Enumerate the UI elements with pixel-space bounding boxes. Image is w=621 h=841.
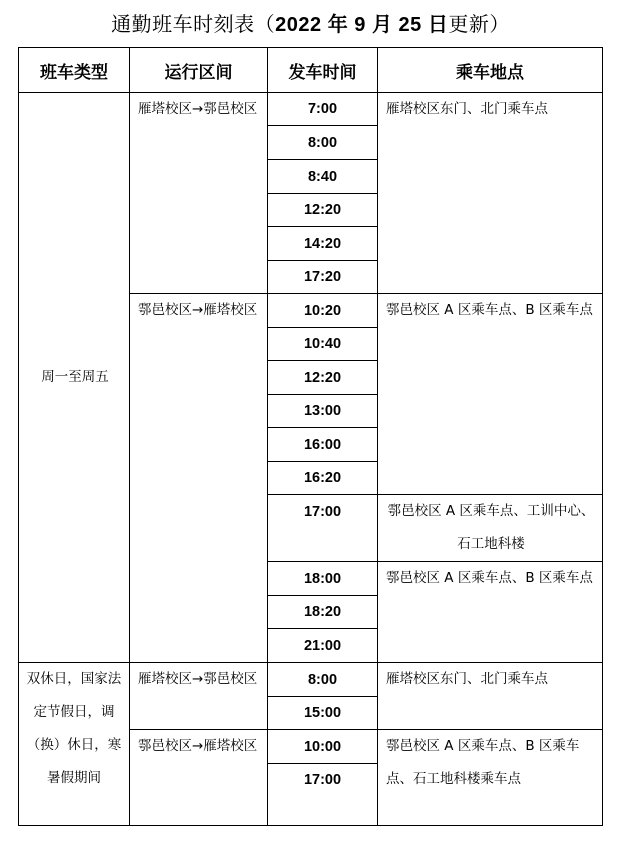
place-cell: 鄠邑校区 A 区乘车点、工训中心、石工地科楼 (378, 495, 603, 562)
time-cell: 7:00 (268, 93, 378, 126)
time-cell: 16:20 (268, 462, 378, 495)
time-cell: 15:00 (268, 697, 378, 730)
time-cell: 17:00 (268, 764, 378, 826)
time-cell: 13:00 (268, 395, 378, 428)
type-cell: 双休日，国家法定节假日，调（换）休日，寒暑假期间 (19, 663, 130, 826)
time-cell: 12:20 (268, 194, 378, 227)
time-cell: 18:00 (268, 562, 378, 596)
place-cell: 鄠邑校区 A 区乘车点、B 区乘车点 (378, 294, 603, 495)
route-cell: 鄠邑校区→雁塔校区 (130, 730, 268, 826)
header-type: 班车类型 (19, 48, 130, 93)
time-cell: 10:20 (268, 294, 378, 328)
route-cell: 雁塔校区→鄠邑校区 (130, 663, 268, 730)
time-cell: 18:20 (268, 596, 378, 629)
time-cell: 16:00 (268, 428, 378, 462)
route-cell: 雁塔校区→鄠邑校区 (130, 93, 268, 294)
time-cell: 12:20 (268, 361, 378, 395)
time-cell: 8:00 (268, 126, 378, 160)
time-cell: 8:00 (268, 663, 378, 697)
time-cell: 17:00 (268, 495, 378, 562)
header-row (19, 48, 603, 93)
time-cell: 17:20 (268, 261, 378, 294)
schedule-table (18, 47, 603, 826)
place-cell: 雁塔校区东门、北门乘车点 (378, 93, 603, 294)
time-cell: 10:00 (268, 730, 378, 764)
table-row (19, 93, 603, 126)
route-cell: 鄠邑校区→雁塔校区 (130, 294, 268, 663)
type-cell: 周一至周五 (19, 93, 130, 663)
page-title: 通勤班车时刻表（2022 年 9 月 25 日更新） (111, 12, 510, 36)
header-route: 运行区间 (130, 48, 268, 93)
place-cell: 鄠邑校区 A 区乘车点、B 区乘车点 (378, 562, 603, 663)
table-row (19, 663, 603, 697)
place-cell: 雁塔校区东门、北门乘车点 (378, 663, 603, 730)
time-cell: 10:40 (268, 328, 378, 361)
time-cell: 8:40 (268, 160, 378, 194)
header-place: 乘车地点 (378, 48, 603, 93)
time-cell: 21:00 (268, 629, 378, 663)
time-cell: 14:20 (268, 227, 378, 261)
place-cell: 鄠邑校区 A 区乘车点、B 区乘车点、石工地科楼乘车点 (378, 730, 603, 826)
header-time: 发车时间 (268, 48, 378, 93)
